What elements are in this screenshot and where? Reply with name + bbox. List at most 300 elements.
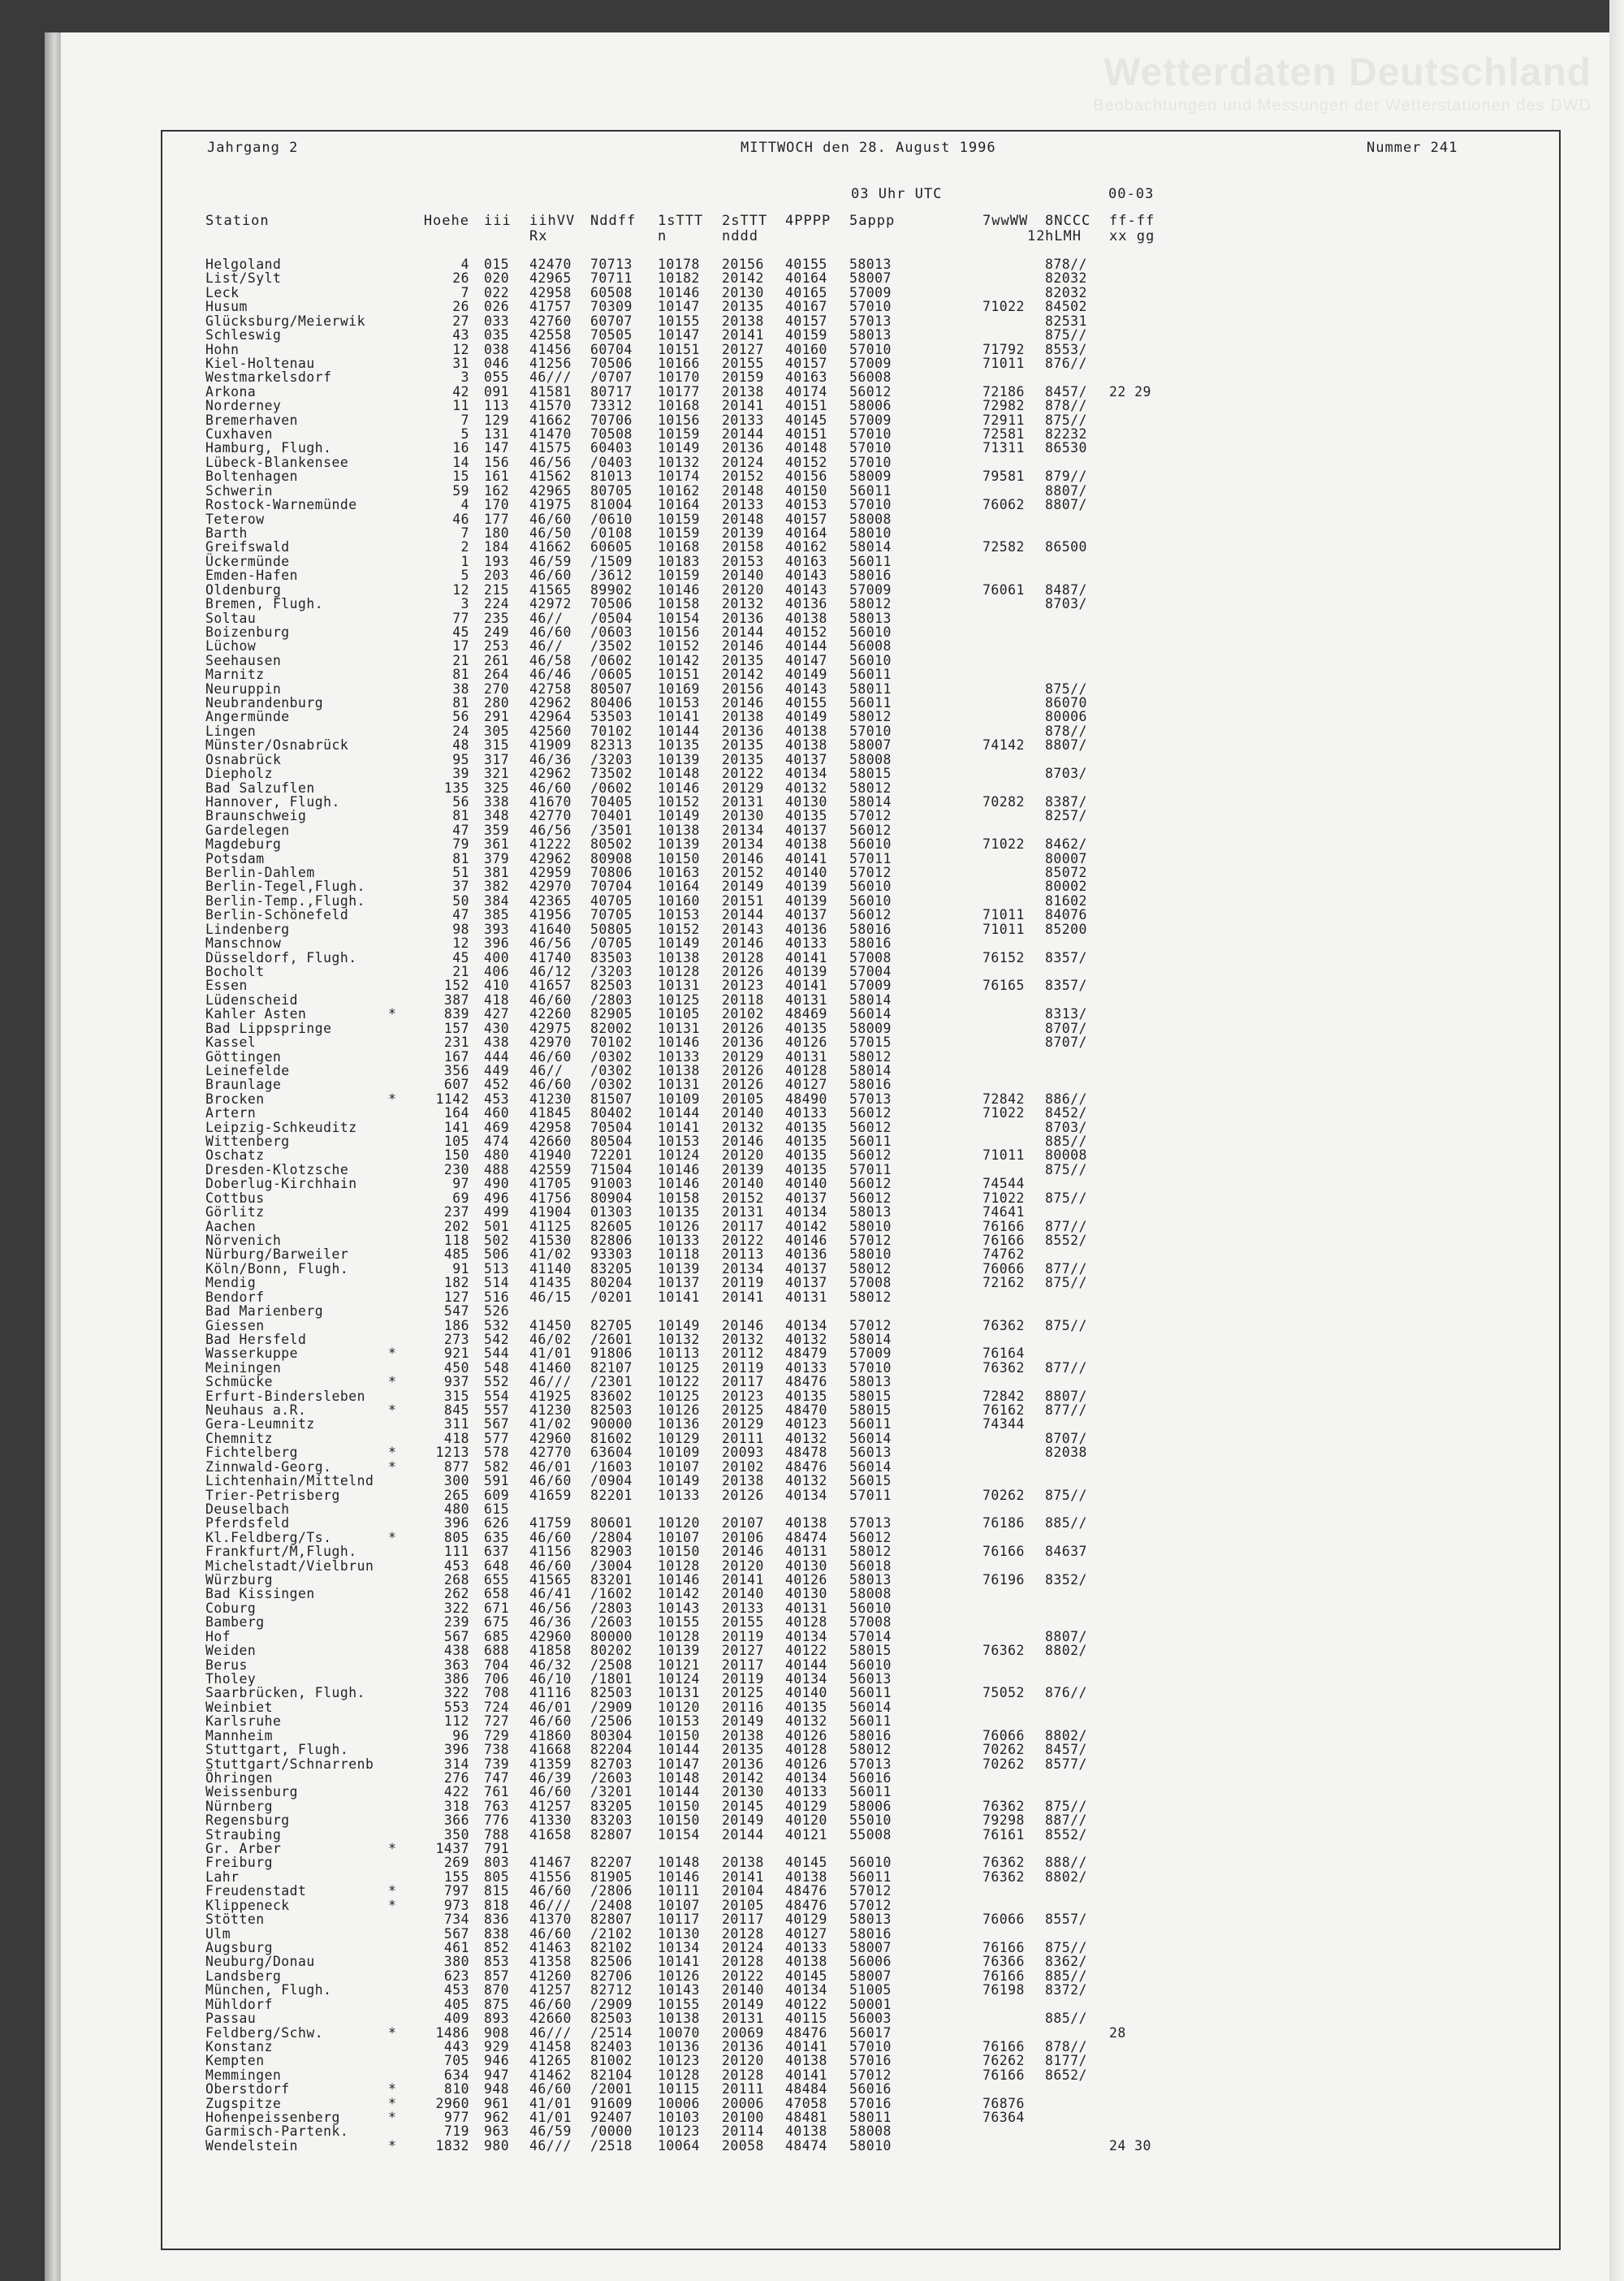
table-cell-name: Berlin-Dahlem: [205, 865, 315, 881]
table-row: [0, 1799, 1624, 1814]
table-cell-name: Regensburg: [205, 1812, 290, 1829]
table-cell-ttt1: 10131: [658, 1685, 700, 1701]
table-cell-appp: 56012: [849, 1529, 892, 1545]
table-cell-nddff: 70506: [590, 596, 633, 612]
table-cell-iii: 161: [484, 469, 510, 485]
table-cell-ttt2: 20136: [722, 1756, 764, 1772]
table-cell-name: Oschatz: [205, 1147, 265, 1164]
table-cell-name: Braunschweig: [205, 808, 307, 824]
table-cell-ttt2: 20113: [722, 1246, 764, 1263]
table-cell-name: Leinefelde: [205, 1062, 290, 1078]
table-row: [0, 639, 1624, 654]
table-row: [0, 1615, 1624, 1630]
table-cell-name: Husum: [205, 299, 248, 315]
table-cell-appp: 55008: [849, 1826, 892, 1843]
table-cell-hoehe: 268: [443, 1572, 469, 1588]
table-cell-ttt1: 10115: [658, 2081, 700, 2097]
table-cell-name: Barth: [205, 525, 248, 541]
table-cell-name: Würzburg: [205, 1572, 273, 1588]
table-cell-hoehe: 230: [443, 1161, 469, 1177]
table-cell-pppp: 40138: [785, 737, 827, 754]
table-cell-iii: 453: [484, 1091, 510, 1107]
table-cell-ttt2: 20148: [722, 511, 764, 527]
table-cell-nccc: 875//: [1045, 680, 1087, 697]
table-cell-name: Hohenpeissenberg: [205, 2110, 340, 2126]
table-cell-ttt2: 20136: [722, 610, 764, 626]
table-cell-pppp: 40145: [785, 1855, 827, 1871]
table-cell-nddff: 70711: [590, 270, 633, 287]
table-cell-ttt2: 20141: [722, 1572, 764, 1588]
table-cell-name: München, Flugh.: [205, 1982, 332, 1998]
table-cell-ttt2: 20128: [722, 1954, 764, 1970]
table-cell-hoehe: 422: [443, 1784, 469, 1800]
table-cell-nccc: 82038: [1045, 1445, 1087, 1461]
table-cell-ttt2: 20120: [722, 2053, 764, 2069]
table-cell-pppp: 40174: [785, 383, 827, 400]
table-row: [0, 936, 1624, 951]
table-cell-ttt2: 20125: [722, 1685, 764, 1701]
table-cell-pppp: 40120: [785, 1812, 827, 1829]
table-cell-ww: 72186: [983, 383, 1025, 400]
table-cell-ttt2: 20127: [722, 341, 764, 357]
table-cell-iii: 410: [484, 978, 510, 994]
table-cell-appp: 56012: [849, 1119, 892, 1135]
column-header-sublabel: Rx: [529, 228, 548, 244]
table-cell-star: *: [388, 1091, 397, 1107]
table-cell-iihvv: 42958: [529, 284, 572, 300]
table-cell-iii: 338: [484, 793, 510, 810]
table-cell-ww: 76166: [983, 1232, 1025, 1248]
table-cell-iihvv: 46/46: [529, 667, 572, 683]
table-cell-iii: 280: [484, 695, 510, 711]
table-cell-name: Pferdsfeld: [205, 1515, 290, 1531]
table-cell-name: Berlin-Schönefeld: [205, 907, 349, 923]
table-cell-iii: 418: [484, 991, 510, 1008]
table-row: [0, 1319, 1624, 1333]
table-cell-iihvv: 41462: [529, 2067, 572, 2083]
table-cell-iii: 704: [484, 1657, 510, 1673]
table-cell-pppp: 40123: [785, 1416, 827, 1432]
table-cell-iii: 548: [484, 1359, 510, 1376]
table-cell-nccc: 8257/: [1045, 808, 1087, 824]
column-header-sublabel: n: [658, 228, 667, 244]
table-cell-appp: 56010: [849, 652, 892, 668]
table-cell-ttt1: 10146: [658, 581, 700, 598]
table-row: [0, 512, 1624, 527]
table-cell-iihvv: 46/60: [529, 624, 572, 640]
table-cell-appp: 58013: [849, 610, 892, 626]
table-cell-name: Garmisch-Partenk.: [205, 2123, 349, 2140]
table-cell-appp: 56011: [849, 695, 892, 711]
table-cell-name: Frankfurt/M,Flugh.: [205, 1544, 357, 1560]
table-cell-nddff: 40705: [590, 892, 633, 909]
table-cell-iii: 870: [484, 1982, 510, 1998]
table-cell-pppp: 40138: [785, 1954, 827, 1970]
table-cell-ttt2: 20134: [722, 836, 764, 853]
table-cell-iihvv: 42964: [529, 709, 572, 725]
table-row: [0, 738, 1624, 753]
table-cell-nddff: 80000: [590, 1628, 633, 1644]
column-header-sublabel: 12: [1027, 228, 1046, 244]
table-cell-nccc: 8357/: [1045, 949, 1087, 966]
table-cell-pppp: 48476: [785, 2024, 827, 2041]
table-cell-ttt1: 10152: [658, 638, 700, 654]
table-cell-iii: 235: [484, 610, 510, 626]
table-cell-name: Göttingen: [205, 1048, 282, 1065]
table-cell-ttt1: 10146: [658, 780, 700, 796]
table-row: [0, 1035, 1624, 1050]
table-cell-iii: 727: [484, 1713, 510, 1730]
table-cell-nddff: 82905: [590, 1006, 633, 1022]
table-cell-iihvv: 46//: [529, 1062, 564, 1078]
table-cell-nddff: 73312: [590, 398, 633, 414]
table-cell-nddff: /2508: [590, 1657, 633, 1673]
table-cell-ttt1: 10128: [658, 1557, 700, 1574]
table-cell-hoehe: 438: [443, 1643, 469, 1659]
table-cell-nddff: 70504: [590, 1119, 633, 1135]
table-cell-nddff: 89902: [590, 581, 633, 598]
table-cell-pppp: 40134: [785, 1769, 827, 1786]
table-cell-ttt2: 20132: [722, 1119, 764, 1135]
table-cell-ttt2: 20141: [722, 1289, 764, 1305]
table-row: [0, 314, 1624, 329]
table-cell-iii: 947: [484, 2067, 510, 2083]
table-cell-hoehe: 37: [452, 879, 469, 895]
table-cell-nddff: /2804: [590, 1529, 633, 1545]
table-cell-hoehe: 239: [443, 1614, 469, 1631]
table-cell-ttt1: 10152: [658, 921, 700, 937]
table-cell-hoehe: 155: [443, 1868, 469, 1885]
table-cell-nccc: 80008: [1045, 1147, 1087, 1164]
table-cell-iihvv: 46/60: [529, 511, 572, 527]
table-row: [0, 1842, 1624, 1856]
table-cell-name: Braunlage: [205, 1077, 282, 1093]
table-cell-iihvv: 46/60: [529, 1529, 572, 1545]
table-cell-name: Marnitz: [205, 667, 265, 683]
table-cell-iihvv: 42962: [529, 766, 572, 782]
table-cell-ttt1: 10153: [658, 1713, 700, 1730]
table-cell-name: Bad Salzuflen: [205, 780, 315, 796]
table-row: [0, 1644, 1624, 1658]
table-cell-appp: 58008: [849, 511, 892, 527]
table-cell-appp: 56010: [849, 1657, 892, 1673]
table-cell-nddff: /2803: [590, 991, 633, 1008]
table-cell-iihvv: 46/02: [529, 1331, 572, 1347]
table-cell-name: Leck: [205, 284, 240, 300]
table-cell-pppp: 40122: [785, 1996, 827, 2012]
table-cell-ttt2: 20138: [722, 313, 764, 329]
table-cell-iii: 393: [484, 921, 510, 937]
table-cell-ww: 74344: [983, 1416, 1025, 1432]
table-cell-nccc: 875//: [1045, 1798, 1087, 1814]
table-cell-pppp: 40135: [785, 808, 827, 824]
table-cell-appp: 56003: [849, 2011, 892, 2027]
table-cell-ttt1: 10155: [658, 1614, 700, 1631]
table-cell-hoehe: 387: [443, 991, 469, 1008]
table-cell-appp: 58015: [849, 766, 892, 782]
table-cell-ww: 70262: [983, 1756, 1025, 1772]
table-row: [0, 1346, 1624, 1361]
table-cell-hoehe: 396: [443, 1742, 469, 1758]
table-cell-pppp: 40133: [785, 935, 827, 952]
table-row: [0, 1855, 1624, 1870]
table-cell-hoehe: 38: [452, 680, 469, 697]
table-row: [0, 1007, 1624, 1022]
table-cell-hoehe: 877: [443, 1458, 469, 1475]
table-cell-name: Lübeck-Blankensee: [205, 454, 349, 470]
table-cell-nccc: 8652/: [1045, 2067, 1087, 2083]
table-cell-ttt2: 20135: [722, 1742, 764, 1758]
table-cell-pppp: 40133: [785, 1359, 827, 1376]
table-cell-nddff: 70505: [590, 327, 633, 343]
table-cell-nddff: 01303: [590, 1204, 633, 1220]
table-row: [0, 1559, 1624, 1574]
table-cell-pppp: 40141: [785, 978, 827, 994]
table-cell-appp: 56008: [849, 369, 892, 386]
table-row: [0, 1417, 1624, 1432]
table-cell-nccc: 878//: [1045, 723, 1087, 739]
table-cell-name: Teterow: [205, 511, 265, 527]
table-cell-nccc: 888//: [1045, 1855, 1087, 1871]
table-cell-nddff: 82705: [590, 1317, 633, 1333]
table-cell-iihvv: 46//: [529, 610, 564, 626]
table-cell-hoehe: 719: [443, 2123, 469, 2140]
table-cell-nccc: 885//: [1045, 1968, 1087, 1984]
table-cell-ttt2: 20136: [722, 2038, 764, 2054]
table-cell-ttt1: 10064: [658, 2137, 700, 2154]
table-cell-iii: 838: [484, 1925, 510, 1942]
table-cell-nddff: /3203: [590, 751, 633, 767]
table-cell-iii: 708: [484, 1685, 510, 1701]
table-row: [0, 1092, 1624, 1107]
table-cell-pppp: 40137: [785, 822, 827, 838]
table-cell-ttt1: 10139: [658, 1260, 700, 1277]
table-row: [0, 1375, 1624, 1389]
table-cell-iii: 460: [484, 1105, 510, 1121]
table-cell-hoehe: 1142: [435, 1091, 469, 1107]
table-cell-appp: 58007: [849, 1968, 892, 1984]
table-cell-ttt1: 10151: [658, 341, 700, 357]
table-cell-pppp: 48474: [785, 2137, 827, 2154]
table-cell-ttt1: 10150: [658, 1544, 700, 1560]
table-cell-pppp: 40138: [785, 2053, 827, 2069]
table-cell-hoehe: 141: [443, 1119, 469, 1135]
table-cell-hoehe: 409: [443, 2011, 469, 2027]
table-cell-ttt2: 20136: [722, 440, 764, 456]
table-cell-iihvv: 42470: [529, 257, 572, 272]
table-row: [0, 1658, 1624, 1673]
table-cell-name: Aachen: [205, 1218, 257, 1234]
table-cell-hoehe: 7: [460, 284, 469, 300]
table-cell-ttt2: 20119: [722, 1628, 764, 1644]
table-cell-nddff: 82807: [590, 1912, 633, 1928]
table-cell-ttt2: 20120: [722, 1147, 764, 1164]
table-cell-name: Kl.Feldberg/Ts.: [205, 1529, 332, 1545]
table-cell-hoehe: 81: [452, 850, 469, 866]
table-cell-iihvv: 41940: [529, 1147, 572, 1164]
table-cell-appp: 56011: [849, 1134, 892, 1150]
table-cell-name: Nörvenich: [205, 1232, 282, 1248]
table-cell-iihvv: 41581: [529, 383, 572, 400]
table-cell-hoehe: 167: [443, 1048, 469, 1065]
table-cell-appp: 56011: [849, 482, 892, 499]
table-cell-nddff: 70506: [590, 355, 633, 371]
table-cell-iii: 022: [484, 284, 510, 300]
table-cell-nddff: 70806: [590, 865, 633, 881]
table-cell-name: Soltau: [205, 610, 257, 626]
table-cell-pppp: 40129: [785, 1912, 827, 1928]
table-cell-pppp: 40139: [785, 879, 827, 895]
table-row: [0, 1304, 1624, 1319]
table-cell-ttt2: 20138: [722, 1855, 764, 1871]
table-row: [0, 1672, 1624, 1687]
table-cell-ttt2: 20119: [722, 1359, 764, 1376]
table-cell-iii: 763: [484, 1798, 510, 1814]
table-cell-appp: 58012: [849, 1260, 892, 1277]
table-cell-ttt2: 20134: [722, 822, 764, 838]
table-cell-name: Gera-Leumnitz: [205, 1416, 315, 1432]
table-cell-nddff: /2408: [590, 1897, 633, 1913]
column-header-label: ff-ff: [1109, 213, 1155, 229]
table-cell-iihvv: 41659: [529, 1487, 572, 1503]
table-cell-ttt2: 20133: [722, 497, 764, 513]
table-row: [0, 1163, 1624, 1177]
table-cell-appp: 58008: [849, 2123, 892, 2140]
table-cell-pppp: 40165: [785, 284, 827, 300]
table-cell-appp: 57016: [849, 2095, 892, 2111]
table-cell-ww: 76876: [983, 2095, 1025, 2111]
table-cell-appp: 57009: [849, 412, 892, 428]
table-cell-ww: 76166: [983, 2067, 1025, 2083]
table-cell-name: Ulm: [205, 1925, 231, 1942]
table-cell-hoehe: 380: [443, 1954, 469, 1970]
table-cell-hoehe: 322: [443, 1600, 469, 1616]
table-cell-appp: 57010: [849, 454, 892, 470]
table-cell-pppp: 40144: [785, 638, 827, 654]
table-cell-nddff: 82503: [590, 1402, 633, 1419]
table-cell-appp: 56011: [849, 1784, 892, 1800]
table-cell-hoehe: 1832: [435, 2137, 469, 2154]
table-row: [0, 1064, 1624, 1078]
table-cell-ttt1: 10124: [658, 1147, 700, 1164]
table-cell-iii: 490: [484, 1176, 510, 1192]
table-cell-star: *: [388, 1841, 397, 1857]
table-cell-iihvv: 41756: [529, 1190, 572, 1206]
table-cell-iihvv: 46///: [529, 2024, 572, 2041]
table-cell-pppp: 40135: [785, 1388, 827, 1404]
table-cell-nccc: 8552/: [1045, 1826, 1087, 1843]
table-cell-nddff: 91609: [590, 2095, 633, 2111]
table-cell-iihvv: 41925: [529, 1388, 572, 1404]
table-cell-hoehe: 453: [443, 1557, 469, 1574]
table-cell-name: Freudenstadt: [205, 1883, 307, 1899]
table-cell-iihvv: 46/36: [529, 1614, 572, 1631]
table-cell-name: Weinbiet: [205, 1699, 273, 1715]
table-cell-iihvv: 41640: [529, 921, 572, 937]
table-row: [0, 2097, 1624, 2111]
table-cell-ttt1: 10164: [658, 879, 700, 895]
table-cell-ttt1: 10134: [658, 1939, 700, 1955]
table-row: [0, 2040, 1624, 2054]
table-cell-iii: 776: [484, 1812, 510, 1829]
table-cell-hoehe: 567: [443, 1628, 469, 1644]
table-cell-iii: 658: [484, 1586, 510, 1602]
table-cell-pppp: 40164: [785, 525, 827, 541]
table-cell-hoehe: 12: [452, 935, 469, 952]
table-cell-iihvv: 46/60: [529, 568, 572, 584]
table-cell-appp: 56014: [849, 1699, 892, 1715]
table-cell-iihvv: 42660: [529, 2011, 572, 2027]
table-cell-pppp: 40128: [785, 1742, 827, 1758]
table-cell-ttt2: 20141: [722, 327, 764, 343]
table-cell-ttt1: 10151: [658, 667, 700, 683]
table-row: [0, 1828, 1624, 1843]
table-cell-iihvv: 41260: [529, 1968, 572, 1984]
table-cell-ww: 76166: [983, 1939, 1025, 1955]
table-cell-nddff: 80504: [590, 1134, 633, 1150]
table-cell-iii: 532: [484, 1317, 510, 1333]
table-cell-hoehe: 356: [443, 1062, 469, 1078]
table-cell-iihvv: 46/56: [529, 822, 572, 838]
table-cell-nddff: /2506: [590, 1713, 633, 1730]
table-cell-iii: 739: [484, 1756, 510, 1772]
table-row: [0, 1785, 1624, 1799]
table-cell-iii: 184: [484, 539, 510, 555]
table-cell-iii: 452: [484, 1077, 510, 1093]
table-cell-nddff: 73502: [590, 766, 633, 782]
table-cell-iihvv: 46/41: [529, 1586, 572, 1602]
table-cell-appp: 58012: [849, 1289, 892, 1305]
table-cell-appp: 58012: [849, 1048, 892, 1065]
table-cell-iihvv: 41/02: [529, 1246, 572, 1263]
table-cell-ww: 76164: [983, 1346, 1025, 1362]
table-cell-iihvv: 41668: [529, 1742, 572, 1758]
table-cell-ttt1: 10128: [658, 964, 700, 979]
table-cell-iihvv: 41458: [529, 2038, 572, 2054]
table-row: [0, 1134, 1624, 1149]
table-cell-nddff: 83203: [590, 1812, 633, 1829]
table-row: [0, 370, 1624, 385]
table-cell-ttt1: 10141: [658, 1954, 700, 1970]
table-cell-ttt2: 20156: [722, 680, 764, 697]
table-cell-pppp: 40135: [785, 1119, 827, 1135]
table-cell-iii: 815: [484, 1883, 510, 1899]
table-cell-ttt1: 10120: [658, 1699, 700, 1715]
table-cell-ttt2: 20124: [722, 1939, 764, 1955]
table-cell-iii: 805: [484, 1868, 510, 1885]
table-cell-hoehe: 24: [452, 723, 469, 739]
show-through-subtitle: Beobachtungen und Messungen der Wetterstationen des DWD: [1093, 97, 1592, 114]
table-cell-appp: 57011: [849, 1487, 892, 1503]
table-cell-ttt2: 20128: [722, 949, 764, 966]
table-cell-iii: 488: [484, 1161, 510, 1177]
table-cell-pppp: 40164: [785, 270, 827, 287]
table-cell-iihvv: 41435: [529, 1275, 572, 1291]
table-cell-ttt1: 10133: [658, 1048, 700, 1065]
table-cell-nccc: 8177/: [1045, 2053, 1087, 2069]
table-cell-ttt2: 20155: [722, 355, 764, 371]
table-cell-ttt1: 10120: [658, 1515, 700, 1531]
table-cell-hoehe: 265: [443, 1487, 469, 1503]
table-cell-name: Leipzig-Schkeuditz: [205, 1119, 357, 1135]
table-cell-iihvv: 46/60: [529, 1473, 572, 1489]
table-cell-pppp: 40155: [785, 257, 827, 272]
table-row: [0, 852, 1624, 866]
table-cell-appp: 58015: [849, 1643, 892, 1659]
table-cell-ttt1: 10147: [658, 299, 700, 315]
table-cell-name: Doberlug-Kirchhain: [205, 1176, 357, 1192]
table-cell-name: Kiel-Holtenau: [205, 355, 315, 371]
